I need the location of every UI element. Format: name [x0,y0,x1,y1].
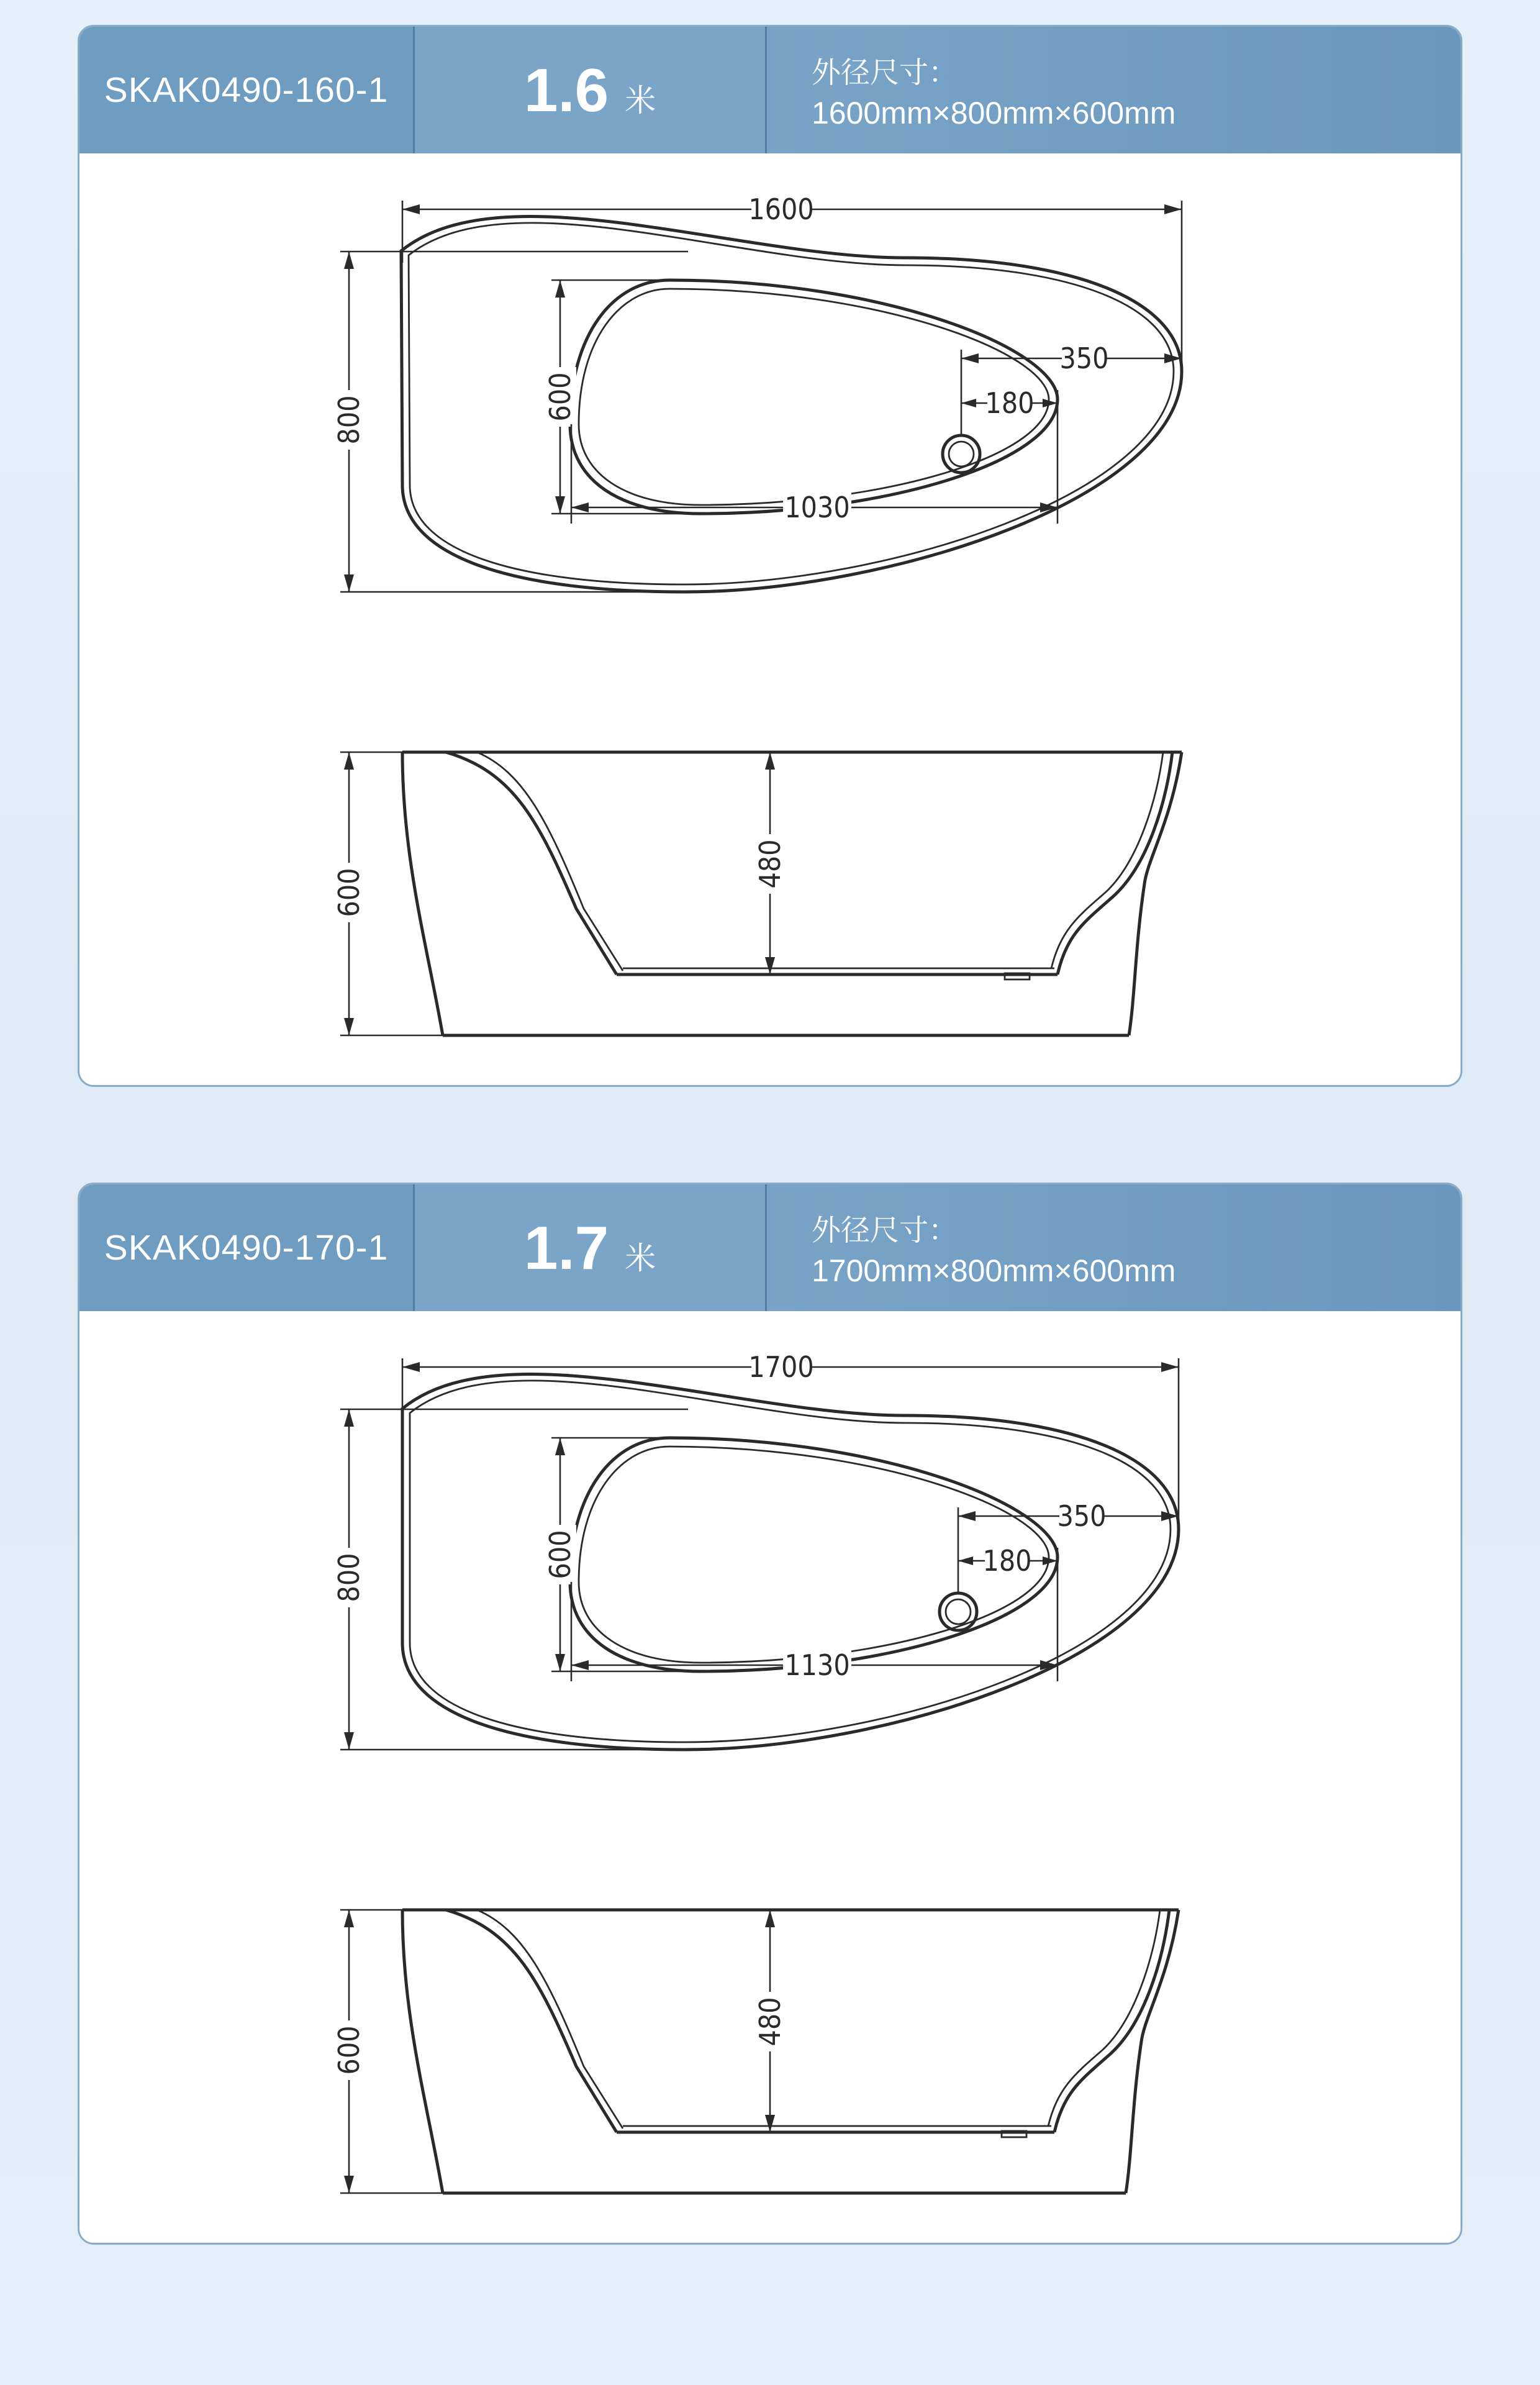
dimensions-label: 外径尺寸： [812,55,958,89]
dim-depth: 480 [753,1997,787,2047]
dim-height: 600 [332,868,366,917]
tub-side-basin-back [446,1910,617,2132]
drain-inner-ring [949,442,974,466]
top-view [401,216,1182,592]
side-view-dimensions [332,1910,787,2193]
dim-width: 800 [332,1553,366,1602]
dim-height: 600 [332,2025,366,2075]
tub-outer-rim-inner-line [409,223,1174,584]
dim-length: 1700 [748,1350,814,1384]
side-view-dimensions [332,752,787,1035]
tub-length: 1.6 [523,55,609,124]
dim-drain-offset: 350 [1057,1499,1107,1533]
dimensions-value: 1700mm×800mm×600mm [812,1253,1176,1288]
top-view-dimensions [332,193,1182,592]
top-view [402,1374,1179,1750]
length-unit: 米 [625,83,656,118]
dimensions-label: 外径尺寸： [812,1213,958,1247]
dim-inner-length: 1130 [784,1648,850,1682]
side-view [402,1910,1179,2193]
side-view [402,752,1182,1035]
drain-inner-ring [946,1599,971,1624]
length-unit: 米 [625,1240,656,1276]
tub-side-left-wall [402,752,443,1035]
model-number: SKAK0490-170-1 [104,1228,389,1268]
dim-depth: 480 [753,839,787,889]
technical-drawing [79,1184,1461,2243]
dim-length: 1600 [748,193,814,226]
dim-inner-length: 1030 [784,491,850,524]
dim-width: 800 [332,395,366,445]
tub-basin [570,280,1058,514]
tub-length: 1.7 [523,1213,609,1282]
dim-inner-width: 600 [543,372,577,422]
tub-basin-inner-line [579,1447,1049,1663]
top-view-dimensions [332,1350,1179,1750]
tub-outer-rim [401,216,1182,592]
dim-drain-offset-inner: 180 [985,386,1035,420]
tub-side-left-wall [402,1910,443,2193]
dim-inner-width: 600 [543,1530,577,1579]
product-card-2 [78,1183,1462,2245]
tub-outer-rim [402,1374,1179,1750]
technical-drawing [79,27,1461,1085]
tub-basin-inner-line [579,289,1049,505]
dimensions-value: 1600mm×800mm×600mm [812,95,1176,130]
dim-drain-offset-inner: 180 [982,1544,1032,1578]
model-number: SKAK0490-160-1 [104,70,389,110]
tub-side-basin-back [446,752,617,974]
dim-drain-offset: 350 [1059,342,1109,375]
product-card-1 [78,25,1462,1087]
